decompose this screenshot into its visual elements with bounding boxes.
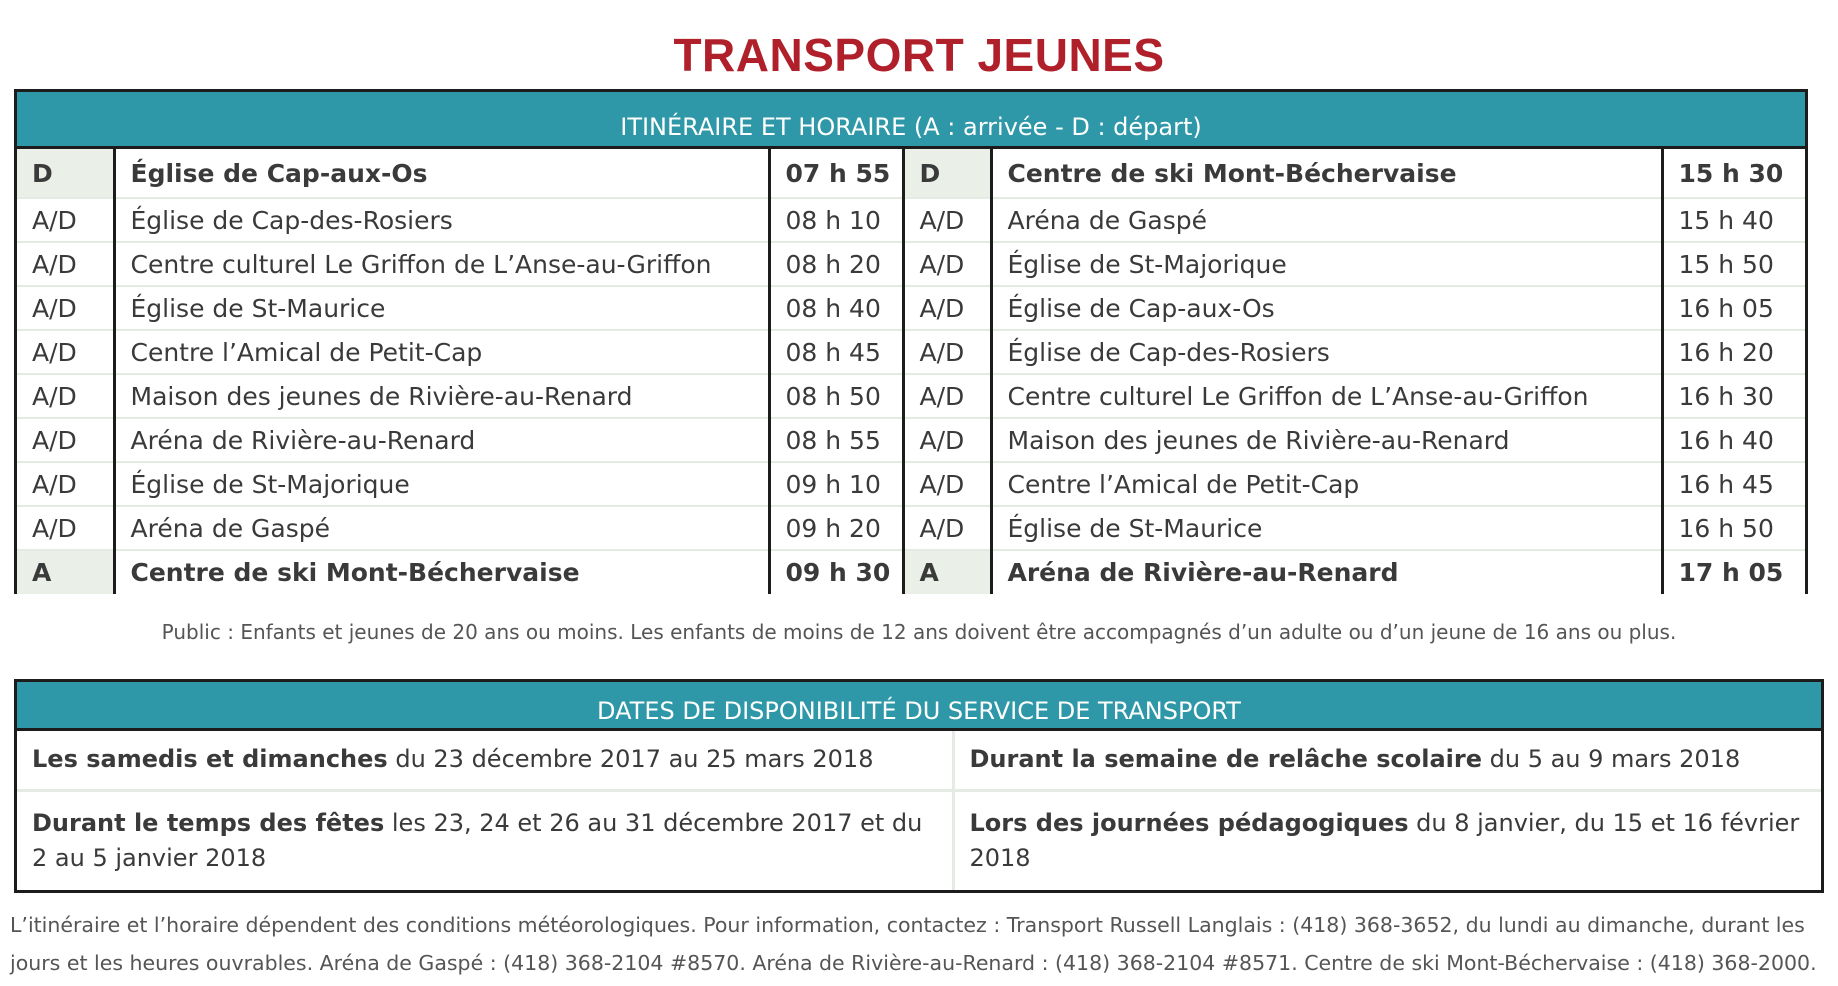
dates-fetes-label: Durant le temps des fêtes xyxy=(32,808,385,837)
stop-time-right: 16 h 05 xyxy=(1662,286,1805,330)
stop-name-right: Centre culturel Le Griffon de L’Anse-au-Griffon xyxy=(991,374,1662,418)
public-note: Public : Enfants et jeunes de 20 ans ou moins. Les enfants de moins de 12 ans doivent être accompagnés d’un adulte ou d’un jeune de 16 ans ou plus. xyxy=(161,620,1677,644)
stop-time-right: 16 h 30 xyxy=(1662,374,1805,418)
stop-code-left: A/D xyxy=(17,462,114,506)
schedule-row xyxy=(17,242,1805,286)
stop-code-left: A/D xyxy=(17,242,114,286)
stop-name-left: Centre culturel Le Griffon de L’Anse-au-Griffon xyxy=(114,242,769,286)
stop-name-left: Église de Cap-des-Rosiers xyxy=(114,198,769,242)
stop-code-left: D xyxy=(17,149,114,198)
dates-pedago-value: du 8 janvier, du 15 et 16 février 2018 xyxy=(969,808,1800,872)
schedule-row xyxy=(17,330,1805,374)
stop-code-right: D xyxy=(903,149,991,198)
dates-weekends-label: Les samedis et dimanches xyxy=(32,745,388,774)
schedule-row xyxy=(17,374,1805,418)
dates-pedago xyxy=(953,790,1821,890)
stop-time-left: 08 h 45 xyxy=(769,330,903,374)
dates-table xyxy=(14,679,1824,893)
stop-time-right: 16 h 50 xyxy=(1662,506,1805,550)
dates-banner: DATES DE DISPONIBILITÉ DU SERVICE DE TRANSPORT xyxy=(17,682,1821,731)
stop-time-left: 08 h 40 xyxy=(769,286,903,330)
stop-time-left: 08 h 10 xyxy=(769,198,903,242)
stop-time-left: 07 h 55 xyxy=(769,149,903,198)
stop-time-right: 16 h 20 xyxy=(1662,330,1805,374)
stop-code-left: A/D xyxy=(17,198,114,242)
stop-time-left: 09 h 20 xyxy=(769,506,903,550)
schedule-row xyxy=(17,506,1805,550)
stop-name-left: Église de St-Maurice xyxy=(114,286,769,330)
stop-code-right: A/D xyxy=(903,506,991,550)
stop-name-right: Maison des jeunes de Rivière-au-Renard xyxy=(991,418,1662,462)
dates-fetes-value: les 23, 24 et 26 au 31 décembre 2017 et du 2 au 5 janvier 2018 xyxy=(32,808,923,872)
stop-name-left: Aréna de Rivière-au-Renard xyxy=(114,418,769,462)
stop-name-right: Centre l’Amical de Petit-Cap xyxy=(991,462,1662,506)
stop-time-left: 08 h 20 xyxy=(769,242,903,286)
stop-time-right: 15 h 40 xyxy=(1662,198,1805,242)
stop-name-left: Aréna de Gaspé xyxy=(114,506,769,550)
stop-code-right: A/D xyxy=(903,374,991,418)
stop-name-right: Aréna de Rivière-au-Renard xyxy=(991,550,1662,594)
dates-grid xyxy=(17,731,1821,890)
stop-name-right: Église de St-Majorique xyxy=(991,242,1662,286)
schedule-table xyxy=(14,89,1808,594)
dates-weekends-value: du 23 décembre 2017 au 25 mars 2018 xyxy=(387,745,874,774)
stop-code-left: A xyxy=(17,550,114,594)
stop-time-right: 16 h 45 xyxy=(1662,462,1805,506)
schedule-row xyxy=(17,550,1805,594)
stop-name-left: Centre l’Amical de Petit-Cap xyxy=(114,330,769,374)
schedule-row xyxy=(17,286,1805,330)
stop-name-left: Centre de ski Mont-Béchervaise xyxy=(114,550,769,594)
stop-code-right: A/D xyxy=(903,198,991,242)
stop-time-left: 08 h 55 xyxy=(769,418,903,462)
schedule-body xyxy=(17,149,1805,594)
schedule-banner: ITINÉRAIRE ET HORAIRE (A : arrivée - D : départ) xyxy=(17,92,1805,149)
dates-pedago-label: Lors des journées pédagogiques xyxy=(969,808,1409,837)
stop-name-right: Église de Cap-aux-Os xyxy=(991,286,1662,330)
stop-code-right: A/D xyxy=(903,330,991,374)
stop-time-left: 09 h 30 xyxy=(769,550,903,594)
stop-code-left: A/D xyxy=(17,506,114,550)
dates-relache xyxy=(953,731,1821,790)
stop-name-right: Église de Cap-des-Rosiers xyxy=(991,330,1662,374)
stop-time-right: 15 h 50 xyxy=(1662,242,1805,286)
dates-relache-value: du 5 au 9 mars 2018 xyxy=(1482,745,1741,774)
schedule-row xyxy=(17,462,1805,506)
stop-time-right: 16 h 40 xyxy=(1662,418,1805,462)
stop-code-right: A xyxy=(903,550,991,594)
stop-name-left: Maison des jeunes de Rivière-au-Renard xyxy=(114,374,769,418)
dates-relache-label: Durant la semaine de relâche scolaire xyxy=(969,745,1482,774)
footer-note: L’itinéraire et l’horaire dépendent des conditions météorologiques. Pour information, contactez : Transport Russell Langlais : (418) 368-3652, du lundi au dimanche, durant les jours et les heures ouvrables. Aréna de Gaspé : (418) 368-2104 #8570. Aréna de Rivière-au-Renard : (418) 368-2104 #8571. Centre de ski Mont-Béchervaise : (418) 368-2000. xyxy=(10,913,1817,975)
schedule-row xyxy=(17,418,1805,462)
stop-time-right: 17 h 05 xyxy=(1662,550,1805,594)
stop-code-left: A/D xyxy=(17,418,114,462)
stop-name-right: Aréna de Gaspé xyxy=(991,198,1662,242)
stop-name-left: Église de Cap-aux-Os xyxy=(114,149,769,198)
stop-time-right: 15 h 30 xyxy=(1662,149,1805,198)
dates-row xyxy=(17,790,1821,890)
stop-code-right: A/D xyxy=(903,462,991,506)
stop-name-right: Église de St-Maurice xyxy=(991,506,1662,550)
schedule-row xyxy=(17,149,1805,198)
stop-code-right: A/D xyxy=(903,286,991,330)
stop-code-left: A/D xyxy=(17,374,114,418)
dates-fetes xyxy=(17,790,953,890)
dates-row xyxy=(17,731,1821,790)
dates-weekends xyxy=(17,731,953,790)
schedule-grid xyxy=(17,149,1805,594)
stop-name-right: Centre de ski Mont-Béchervaise xyxy=(991,149,1662,198)
stop-time-left: 08 h 50 xyxy=(769,374,903,418)
stop-name-left: Église de St-Majorique xyxy=(114,462,769,506)
stop-time-left: 09 h 10 xyxy=(769,462,903,506)
stop-code-right: A/D xyxy=(903,242,991,286)
stop-code-right: A/D xyxy=(903,418,991,462)
stop-code-left: A/D xyxy=(17,330,114,374)
page-title: TRANSPORT JEUNES xyxy=(673,29,1165,81)
schedule-row xyxy=(17,198,1805,242)
stop-code-left: A/D xyxy=(17,286,114,330)
